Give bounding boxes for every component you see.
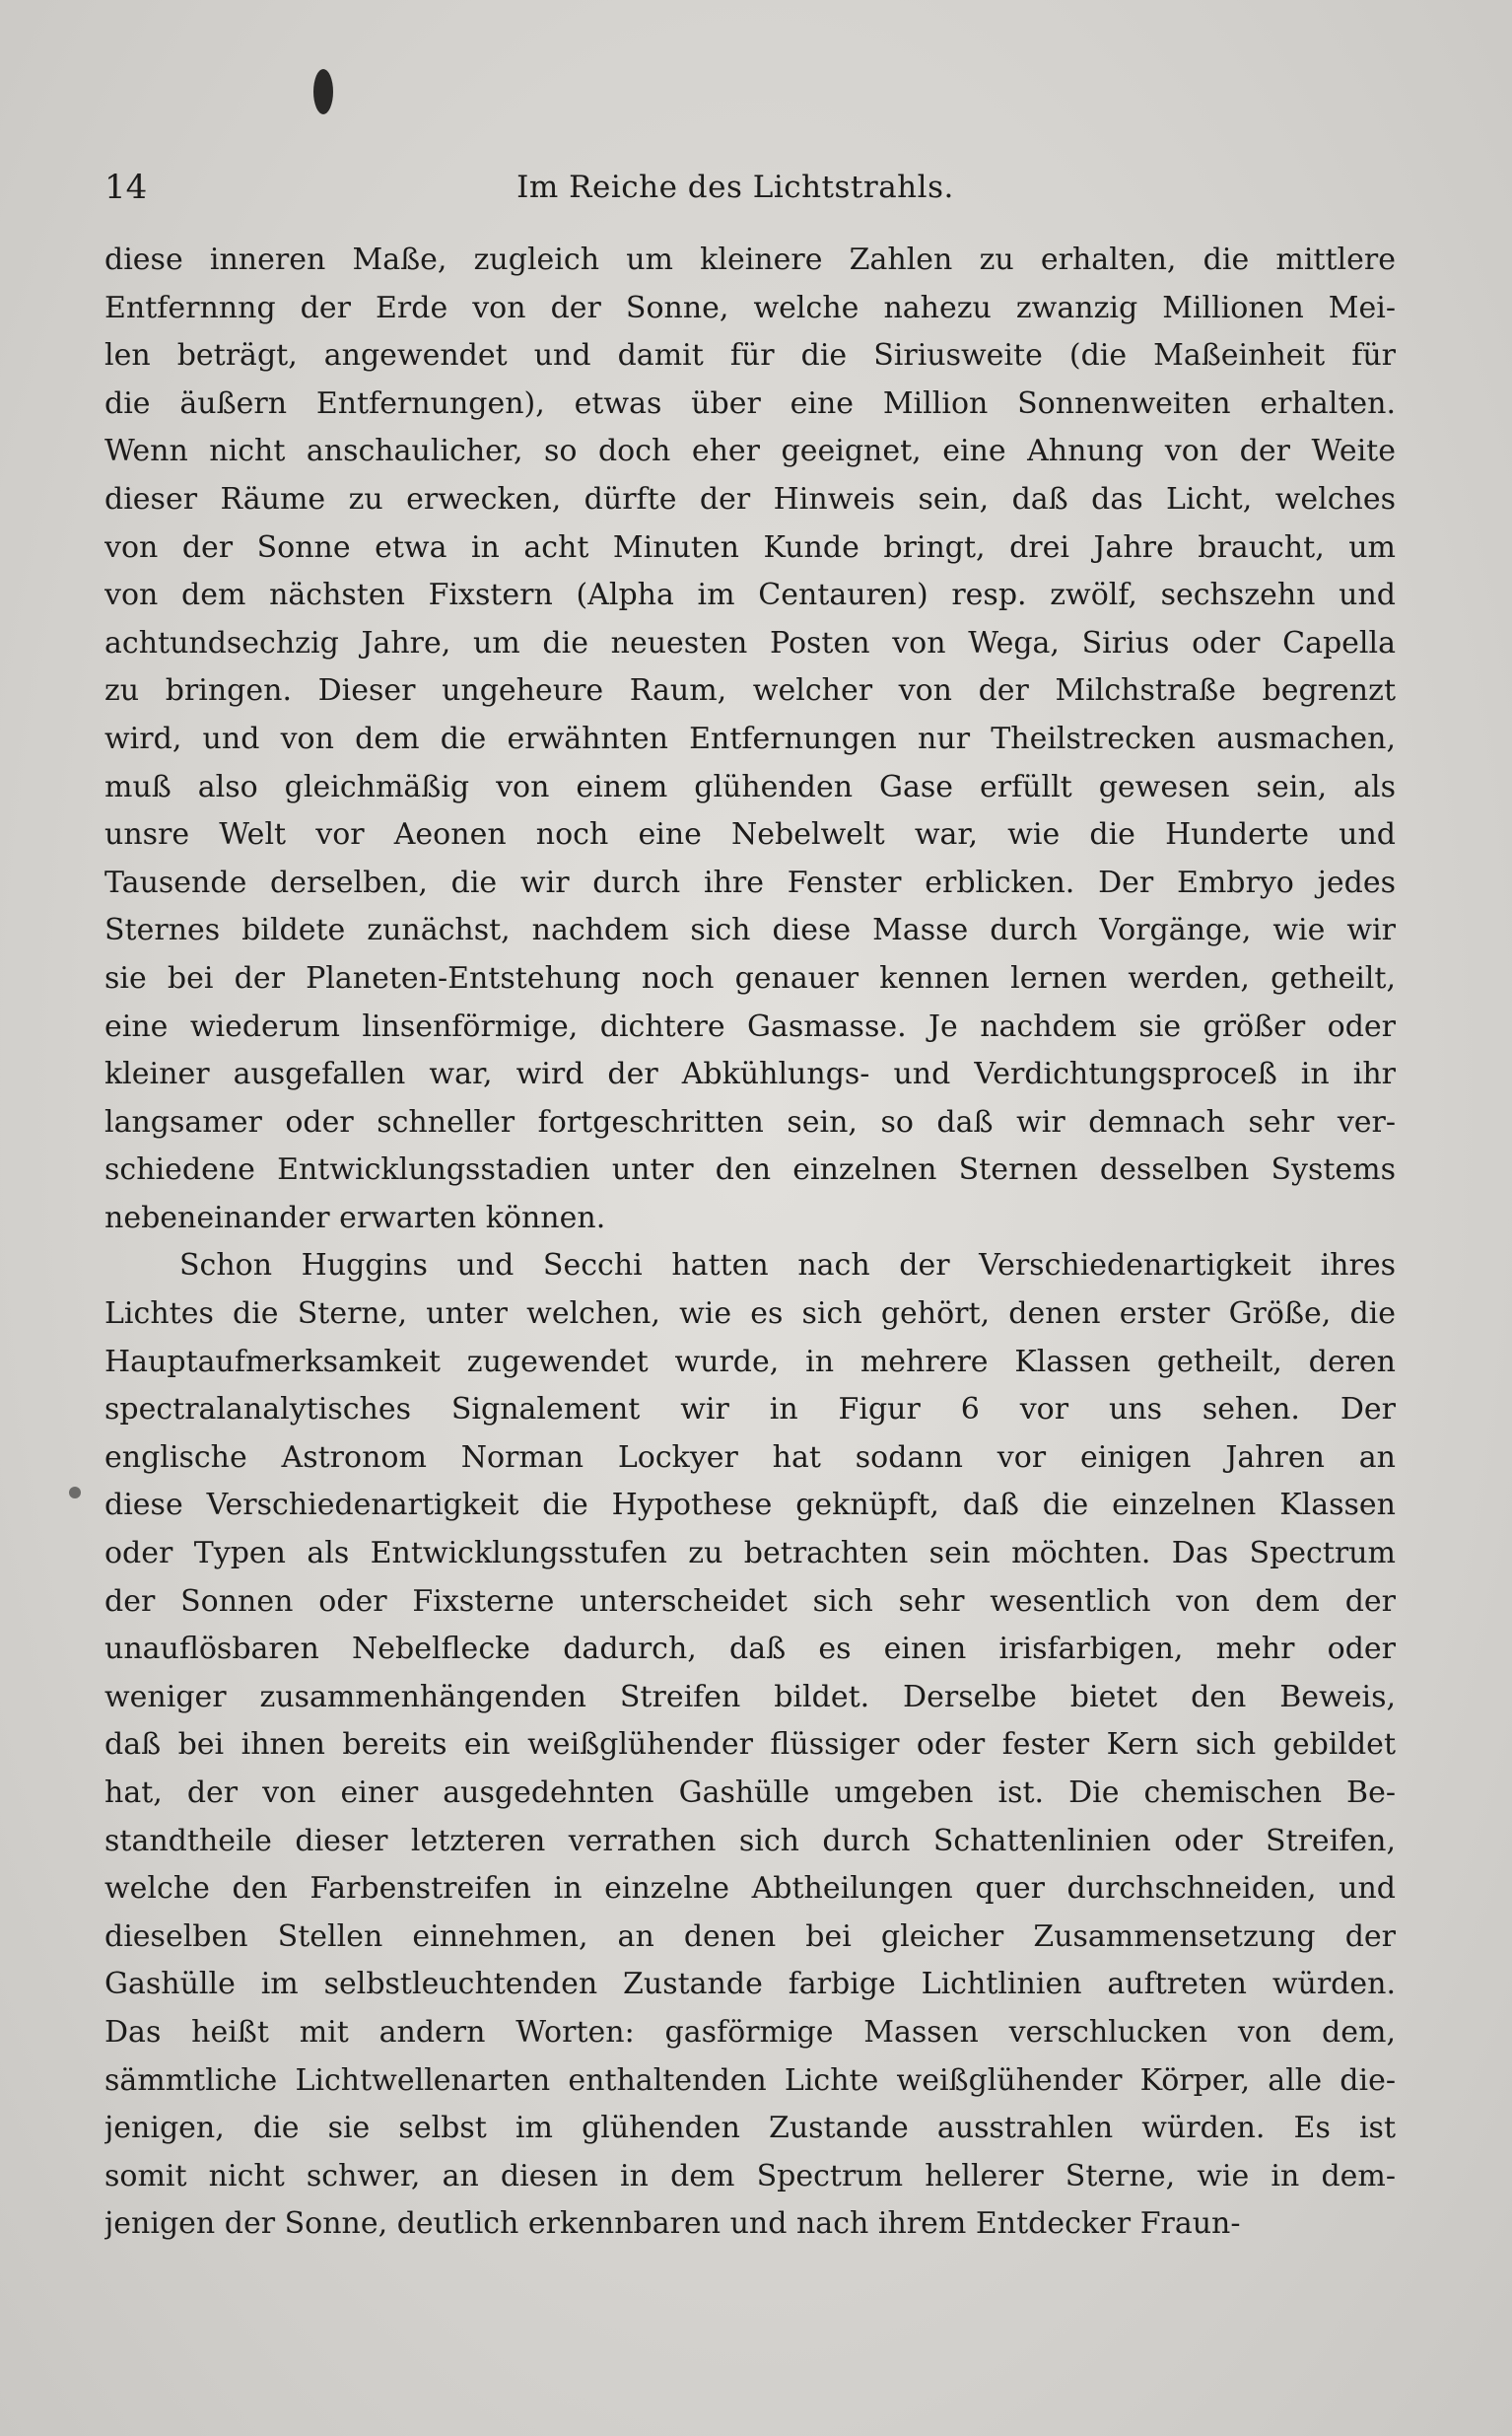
text-line: kleiner ausgefallen war, wird der Abkühlungs- und Verdichtungsproceß in ihr xyxy=(104,1057,1396,1092)
body-text xyxy=(104,237,1396,2249)
text-line: die äußern Entfernungen), etwas über eine Million Sonnenweiten erhalten. xyxy=(104,385,1396,421)
text-line: schiedene Entwicklungsstadien unter den einzelnen Sternen desselben Systems xyxy=(104,1152,1396,1188)
text-line: oder Typen als Entwicklungsstufen zu betrachten sein möchten. Das Spectrum xyxy=(104,1536,1396,1571)
text-line: eine wiederum linsenförmige, dichtere Gasmasse. Je nachdem sie größer oder xyxy=(104,1009,1396,1044)
text-line: Entfernnng der Erde von der Sonne, welche nahezu zwanzig Millionen Mei- xyxy=(104,290,1396,325)
page-header xyxy=(104,158,1386,217)
text-line: sämmtliche Lichtwellenarten enthaltenden Lichte weißglühender Körper, alle die- xyxy=(104,2062,1396,2098)
text-line: von der Sonne etwa in acht Minuten Kunde bringt, drei Jahre braucht, um xyxy=(104,529,1396,565)
text-line: unauflösbaren Nebelflecke dadurch, daß es einen irisfarbigen, mehr oder xyxy=(104,1632,1396,1667)
text-line: englische Astronom Norman Lockyer hat sodann vor einigen Jahren an xyxy=(104,1439,1396,1475)
text-line: somit nicht schwer, an diesen in dem Spectrum hellerer Sterne, wie in dem- xyxy=(104,2158,1396,2193)
text-line: dieser Räume zu erwecken, dürfte der Hinweis sein, daß das Licht, welches xyxy=(104,481,1396,517)
text-line: Hauptaufmerksamkeit zugewendet wurde, in mehrere Klassen getheilt, deren xyxy=(104,1344,1396,1379)
text-line: unsre Welt vor Aeonen noch eine Nebelwelt war, wie die Hunderte und xyxy=(104,817,1396,853)
text-line: Sternes bildete zunächst, nachdem sich diese Masse durch Vorgänge, wie wir xyxy=(104,913,1396,948)
page-number: 14 xyxy=(104,168,148,207)
text-line: jenigen der Sonne, deutlich erkennbaren und nach ihrem Entdecker Fraun- xyxy=(104,2206,1241,2242)
text-line: Das heißt mit andern Worten: gasförmige Massen verschlucken von dem, xyxy=(104,2014,1396,2050)
text-line: diese Verschiedenartigkeit die Hypothese geknüpft, daß die einzelnen Klassen xyxy=(104,1488,1396,1523)
text-line: nebeneinander erwarten können. xyxy=(104,1200,606,1235)
text-line: standtheile dieser letzteren verrathen sich durch Schattenlinien oder Streifen, xyxy=(104,1823,1396,1858)
text-line: von dem nächsten Fixstern (Alpha im Centauren) resp. zwölf, sechszehn und xyxy=(104,578,1396,613)
text-line: langsamer oder schneller fortgeschritten sein, so daß wir demnach sehr ver- xyxy=(104,1104,1396,1140)
text-line: muß also gleichmäßig von einem glühenden Gase erfüllt gewesen sein, als xyxy=(104,769,1396,804)
text-line: hat, der von einer ausgedehnten Gashülle umgeben ist. Die chemischen Be- xyxy=(104,1775,1396,1810)
text-line: len beträgt, angewendet und damit für die Siriusweite (die Maßeinheit für xyxy=(104,338,1396,374)
paragraph xyxy=(104,1242,1396,2248)
text-line: welche den Farbenstreifen in einzelne Abtheilungen quer durchschneiden, und xyxy=(104,1871,1396,1907)
text-line: zu bringen. Dieser ungeheure Raum, welcher von der Milchstraße begrenzt xyxy=(104,673,1396,709)
ink-speck xyxy=(69,1487,81,1498)
text-line: jenigen, die sie selbst im glühenden Zustande ausstrahlen würden. Es ist xyxy=(104,2111,1396,2146)
text-line: Schon Huggins und Secchi hatten nach der Verschiedenartigkeit ihres xyxy=(179,1248,1396,1284)
text-line: dieselben Stellen einnehmen, an denen bei gleicher Zusammensetzung der xyxy=(104,1918,1396,1954)
text-line: Lichtes die Sterne, unter welchen, wie es sich gehört, denen erster Größe, die xyxy=(104,1296,1396,1332)
text-line: der Sonnen oder Fixsterne unterscheidet sich sehr wesentlich von dem der xyxy=(104,1583,1396,1619)
text-line: spectralanalytisches Signalement wir in Figur 6 vor uns sehen. Der xyxy=(104,1392,1396,1427)
text-line: weniger zusammenhängenden Streifen bildet. Derselbe bietet den Beweis, xyxy=(104,1679,1396,1714)
running-title: Im Reiche des Lichtstrahls. xyxy=(516,170,954,205)
text-line: achtundsechzig Jahre, um die neuesten Posten von Wega, Sirius oder Capella xyxy=(104,625,1396,661)
text-line: sie bei der Planeten-Entstehung noch genauer kennen lernen werden, getheilt, xyxy=(104,960,1396,996)
text-line: Gashülle im selbstleuchtenden Zustande farbige Lichtlinien auftreten würden. xyxy=(104,1967,1396,2002)
text-line: diese inneren Maße, zugleich um kleinere Zahlen zu erhalten, die mittlere xyxy=(104,243,1396,277)
text-line: Tausende derselben, die wir durch ihre Fenster erblicken. Der Embryo jedes xyxy=(104,865,1396,900)
ink-blot xyxy=(313,69,333,114)
text-line: daß bei ihnen bereits ein weißglühender flüssiger oder fester Kern sich gebildet xyxy=(104,1727,1396,1763)
text-line: Wenn nicht anschaulicher, so doch eher geeignet, eine Ahnung von der Weite xyxy=(104,434,1396,469)
text-line: wird, und von dem die erwähnten Entfernungen nur Theilstrecken ausmachen, xyxy=(104,721,1396,756)
paragraph xyxy=(104,237,1396,1242)
